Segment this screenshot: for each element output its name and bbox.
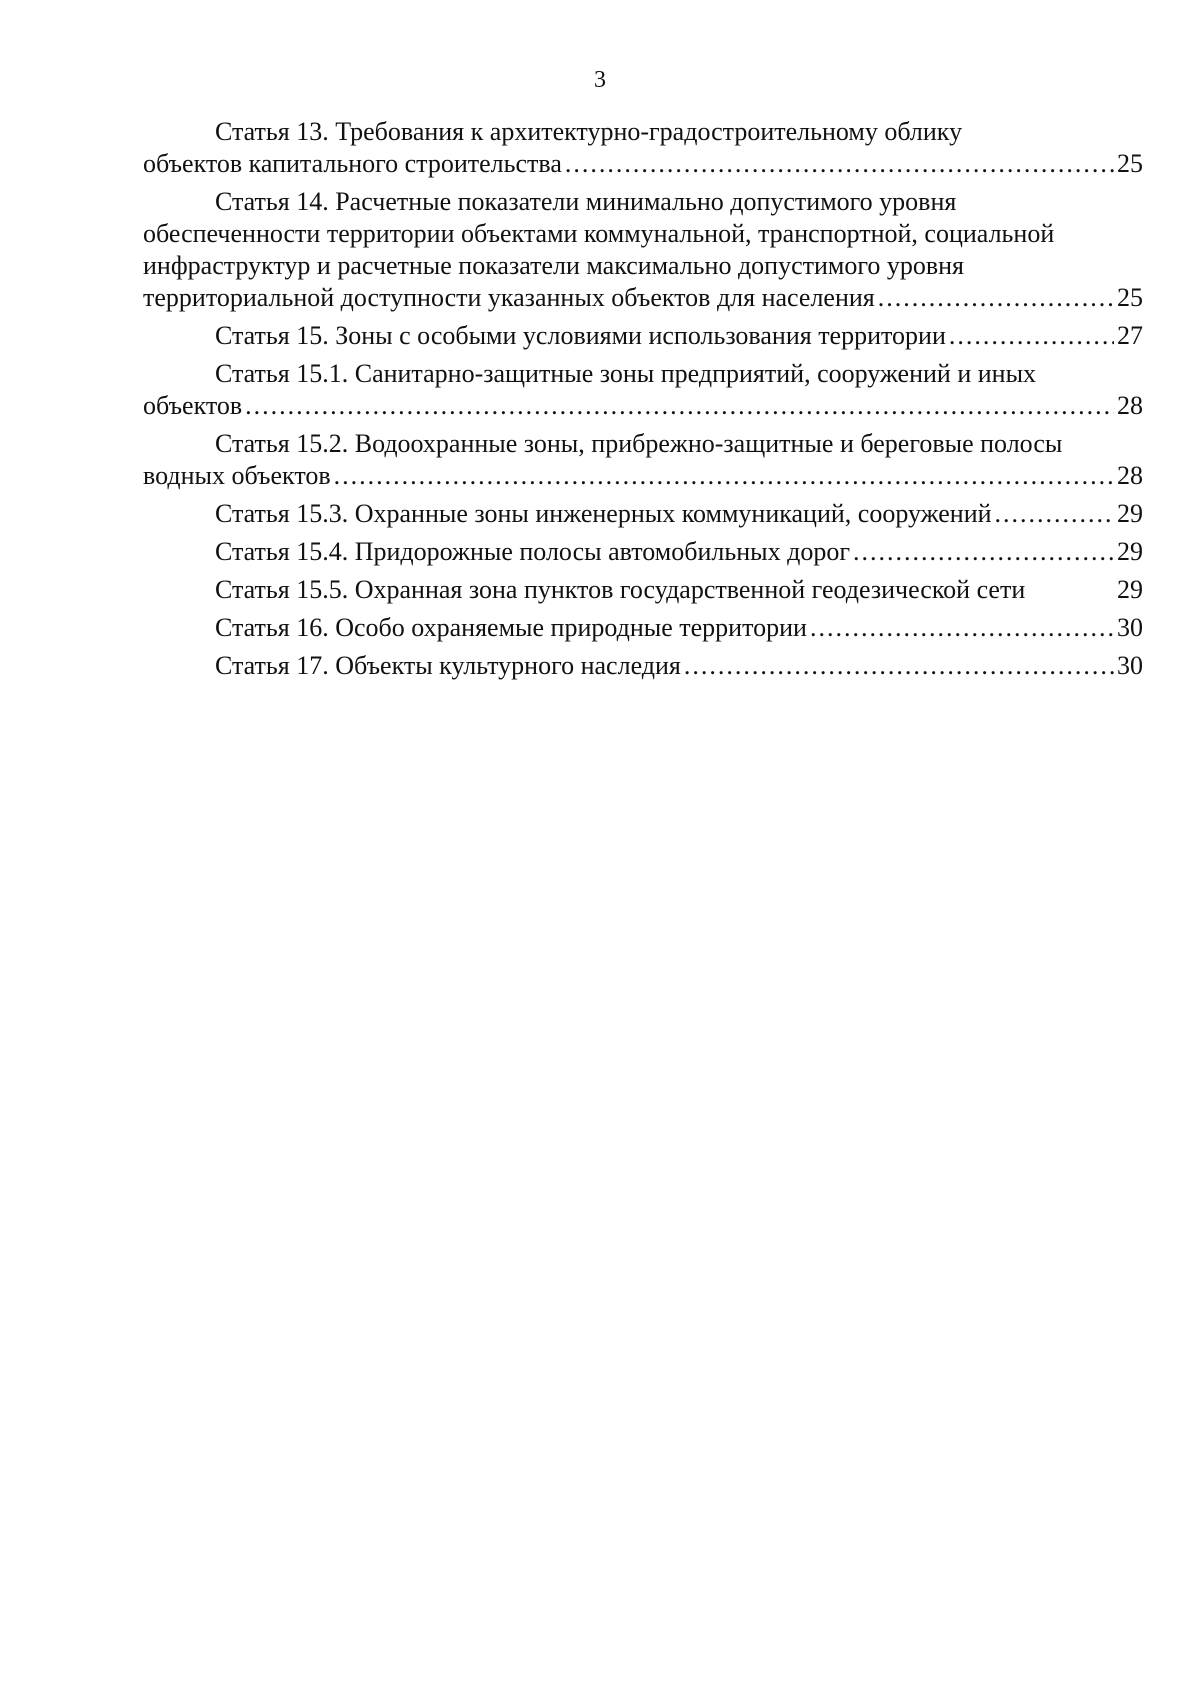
toc-page-number: 30 xyxy=(1117,651,1143,680)
table-of-contents xyxy=(143,116,1143,682)
toc-entry-last-line xyxy=(143,320,1143,352)
toc-page-number: 30 xyxy=(1117,613,1143,642)
toc-entry-text: Статья 17. Объекты культурного наследия xyxy=(215,651,681,680)
dot-leader xyxy=(334,460,1114,492)
toc-page-number: 25 xyxy=(1117,283,1143,312)
toc-page-number: 27 xyxy=(1117,321,1143,350)
dot-leader xyxy=(565,148,1114,180)
toc-entry-last-line xyxy=(143,612,1143,644)
toc-entry-text: территориальной доступности указанных объектов для населения xyxy=(143,283,875,312)
toc-entry-last-line xyxy=(143,460,1143,492)
toc-entry-continuation-line: обеспеченности территории объектами коммунальной, транспортной, социальной xyxy=(143,219,1055,248)
toc-entry-article-15-1[interactable] xyxy=(143,358,1143,422)
toc-entry-article-16[interactable] xyxy=(143,612,1143,644)
toc-entry-last-line xyxy=(143,574,1143,606)
toc-entry-article-14[interactable] xyxy=(143,186,1143,314)
dot-leader xyxy=(245,390,1114,422)
dot-leader xyxy=(684,650,1114,682)
toc-entry-article-15-4[interactable] xyxy=(143,536,1143,568)
toc-entry-text: Статья 15. Зоны с особыми условиями использования территории xyxy=(215,321,946,350)
toc-entry-article-15-2[interactable] xyxy=(143,428,1143,492)
dot-leader xyxy=(878,282,1114,314)
toc-entry-article-15-5[interactable] xyxy=(143,574,1143,606)
toc-entry-text: Статья 16. Особо охраняемые природные территории xyxy=(215,613,807,642)
toc-entry-last-line xyxy=(143,650,1143,682)
toc-entry-article-17[interactable] xyxy=(143,650,1143,682)
toc-page-number: 28 xyxy=(1117,391,1143,420)
page-number: 3 xyxy=(594,67,606,93)
toc-entry-last-line xyxy=(143,536,1143,568)
toc-entry-last-line xyxy=(143,282,1143,314)
toc-entry-text: объектов капитального строительства xyxy=(143,149,562,178)
toc-entry-last-line xyxy=(143,390,1143,422)
toc-entry-text: Статья 15.5. Охранная зона пунктов государственной геодезической сети xyxy=(215,575,1026,604)
toc-entry-text: водных объектов xyxy=(143,461,331,490)
toc-entry-article-15-3[interactable] xyxy=(143,498,1143,530)
toc-entry-text: объектов xyxy=(143,391,243,420)
toc-entry-title-line: Статья 15.1. Санитарно-защитные зоны предприятий, сооружений и иных xyxy=(215,359,1037,388)
dot-leader xyxy=(949,320,1114,352)
toc-entry-last-line xyxy=(143,498,1143,530)
toc-page-number: 25 xyxy=(1117,149,1143,178)
toc-entry-article-15[interactable] xyxy=(143,320,1143,352)
toc-entry-text: Статья 15.3. Охранные зоны инженерных коммуникаций, сооружений xyxy=(215,499,992,528)
dot-leader xyxy=(853,536,1114,568)
toc-entry-continuation-line: инфраструктур и расчетные показатели максимально допустимого уровня xyxy=(143,251,965,280)
toc-page-number: 29 xyxy=(1117,499,1143,528)
toc-page-number: 29 xyxy=(1117,575,1143,604)
dot-leader xyxy=(810,612,1114,644)
toc-entry-text: Статья 15.4. Придорожные полосы автомобильных дорог xyxy=(215,537,850,566)
dot-leader xyxy=(995,498,1114,530)
toc-entry-title-line: Статья 13. Требования к архитектурно-градостроительному облику xyxy=(215,117,963,146)
toc-page-number: 29 xyxy=(1117,537,1143,566)
toc-entry-title-line: Статья 14. Расчетные показатели минимально допустимого уровня xyxy=(215,187,957,216)
toc-entry-article-13[interactable] xyxy=(143,116,1143,180)
toc-page-number: 28 xyxy=(1117,461,1143,490)
toc-entry-title-line: Статья 15.2. Водоохранные зоны, прибрежно-защитные и береговые полосы xyxy=(215,429,1063,458)
toc-entry-last-line xyxy=(143,148,1143,180)
